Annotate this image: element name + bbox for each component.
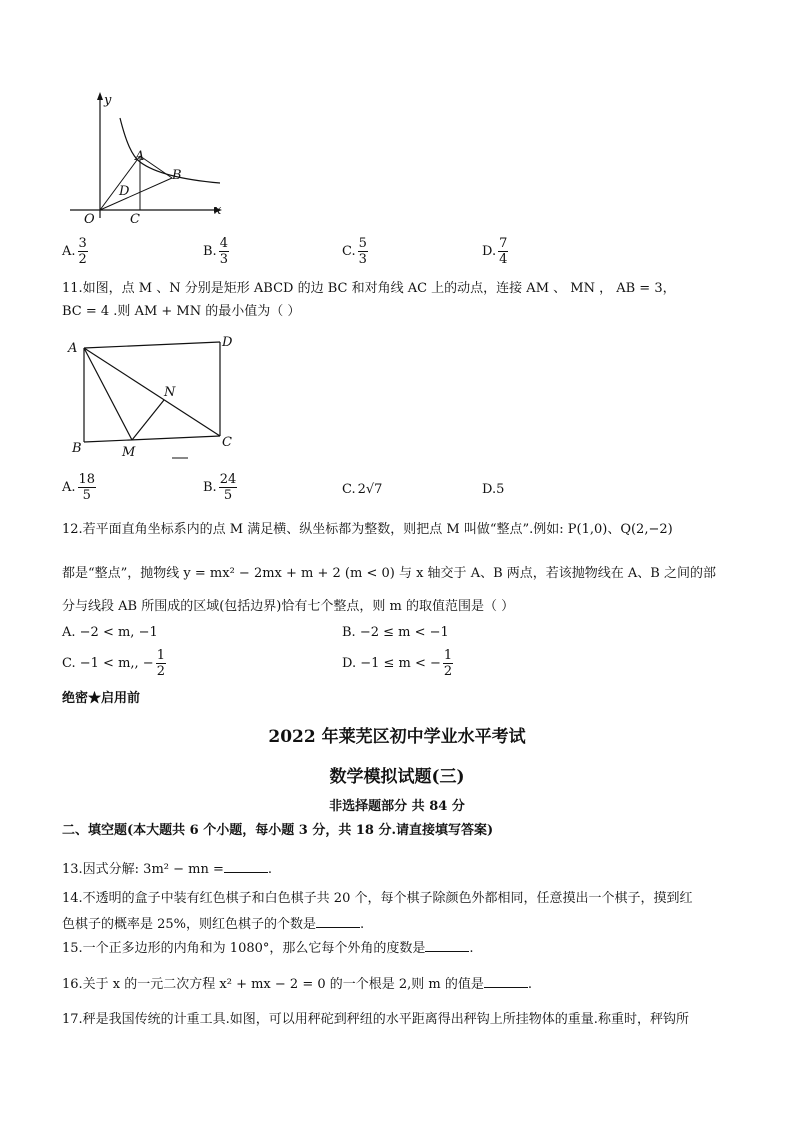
- label-O: O: [84, 212, 95, 227]
- q16-answer-blank[interactable]: [484, 975, 528, 988]
- q14-answer-blank[interactable]: [316, 915, 360, 928]
- q11-option-c: C. 2√7: [342, 482, 383, 497]
- q11-option-a: A. $\frac{18}{5}$: [62, 472, 96, 503]
- q12-option-a: A. −2 < m, −1: [62, 625, 158, 640]
- q12-option-b: B. −2 ≤ m < −1: [342, 625, 449, 640]
- q15-answer-blank[interactable]: [425, 939, 469, 952]
- diagonal-AC: [84, 348, 220, 436]
- label-N: N: [164, 385, 176, 400]
- q10-option-c: C. $\frac{5}{3}$: [342, 236, 367, 267]
- label-A: A: [135, 149, 145, 164]
- segment-OB: [100, 178, 172, 210]
- q11-stem-line2: BC = 4 .则 AM + MN 的最小值为（ ）: [62, 304, 301, 319]
- q11-option-d: D. 5: [482, 482, 505, 497]
- rect-bottom: [84, 436, 220, 442]
- q11-stem-line1: 11.如图，点 M 、N 分别是矩形 ABCD 的边 BC 和对角线 AC 上的动点，连接 AM 、 MN ， AB = 3，: [62, 281, 676, 296]
- label-D: D: [222, 335, 233, 350]
- exam-subtitle: 数学模拟试题(三): [329, 767, 465, 787]
- segment-OA: [100, 156, 140, 210]
- section-2-title: 二、填空题(本大题共 6 个小题，每小题 3 分，共 18 分.请直接填写答案): [62, 823, 494, 838]
- q10-option-b: B. $\frac{4}{3}$: [203, 236, 228, 267]
- q14-line2: 色棋子的概率是 25%，则红色棋子的个数是 .: [62, 917, 365, 932]
- q12-option-c: C. −1 < m,, − $\frac{1}{2}$: [62, 648, 165, 679]
- q13: 13.因式分解: 3m² − mn = .: [62, 862, 273, 877]
- segment-AB: [140, 156, 172, 178]
- figure-q10: [60, 90, 240, 230]
- segment-MN: [132, 400, 164, 440]
- label-C: C: [222, 435, 232, 450]
- label-B: B: [172, 168, 182, 183]
- q13-answer-blank[interactable]: [224, 860, 268, 873]
- label-M: M: [122, 445, 136, 460]
- q12-option-d: D. −1 ≤ m < − $\frac{1}{2}$: [342, 648, 453, 679]
- q16: 16.关于 x 的一元二次方程 x² + mx − 2 = 0 的一个根是 2,则 m 的值是 .: [62, 977, 533, 992]
- exam-title: 2022 年莱芜区初中学业水平考试: [268, 727, 526, 747]
- label-y: y: [104, 93, 112, 108]
- q10-option-d: D. $\frac{7}{4}$: [482, 236, 508, 267]
- label-D: D: [119, 184, 130, 199]
- label-x: x: [214, 203, 222, 218]
- q12-stem-line3: 分与线段 AB 所围成的区域(包括边界)恰有七个整点，则 m 的取值范围是（ ）: [62, 599, 515, 614]
- q14-line1: 14.不透明的盒子中装有红色棋子和白色棋子共 20 个，每个棋子除颜色外都相同，任意摸出一个棋子，摸到红: [62, 891, 693, 906]
- q10-option-a: A. $\frac{3}{2}$: [62, 236, 87, 267]
- q12-stem-line1: 12.若平面直角坐标系内的点 M 满足横、纵坐标都为整数，则把点 M 叫做“整点”.例如: P(1,0)、Q(2,−2): [62, 522, 673, 537]
- label-C: C: [130, 212, 140, 227]
- q12-stem-line2: 都是“整点”，抛物线 y = mx² − 2mx + m + 2 (m < 0) 与 x 轴交于 A、B 两点，若该抛物线在 A、B 之间的部: [62, 566, 716, 581]
- q11-option-b: B. $\frac{24}{5}$: [203, 472, 237, 503]
- figure-q11: [60, 330, 250, 465]
- rect-top: [84, 342, 220, 348]
- secret-label: 绝密★启用前: [62, 691, 141, 706]
- label-A: A: [68, 341, 78, 356]
- q17-line1: 17.秤是我国传统的计重工具.如图，可以用秤砣到秤纽的水平距离得出秤钩上所挂物体的重量.称重时，秤钩所: [62, 1012, 689, 1027]
- q15: 15.一个正多边形的内角和为 1080°，那么它每个外角的度数是 .: [62, 941, 474, 956]
- section-heading: 非选择题部分 共 84 分: [329, 799, 465, 814]
- label-B: B: [72, 441, 82, 456]
- segment-AM: [84, 348, 132, 440]
